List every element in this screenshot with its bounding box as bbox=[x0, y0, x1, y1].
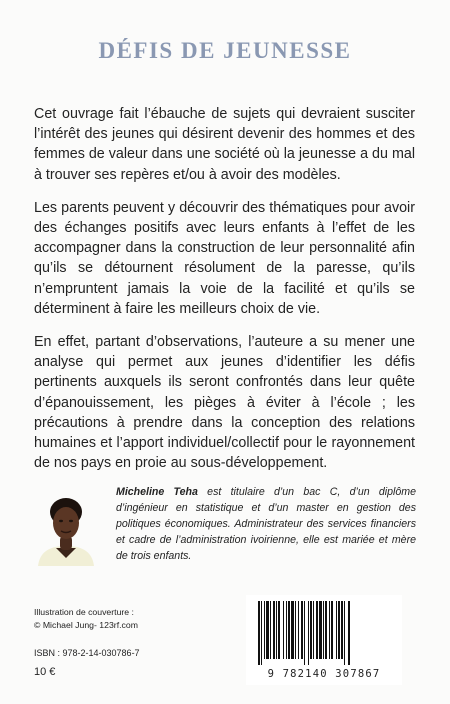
barcode-bar bbox=[276, 601, 277, 659]
barcode-bar bbox=[301, 601, 303, 659]
barcode-bar bbox=[264, 601, 265, 659]
barcode-bar bbox=[286, 601, 287, 659]
credits-source: © Michael Jung- 123rf.com bbox=[34, 619, 138, 630]
cover-credits bbox=[34, 606, 204, 631]
author-bio bbox=[116, 484, 416, 564]
book-title: DÉFIS DE JEUNESSE bbox=[98, 38, 352, 63]
barcode-bar bbox=[316, 601, 318, 659]
barcode-bar bbox=[310, 601, 312, 659]
author-name: Micheline Teha bbox=[116, 486, 198, 498]
barcode-bar bbox=[295, 601, 296, 659]
barcode bbox=[246, 595, 402, 685]
summary-paragraph: Les parents peuvent y découvrir des thématiques pour avoir des échanges positifs avec leurs enfants à l’effet de les accompagner dans la construction de leur personnalité afin qu’ils se détournent résolument de la paresse, qu’ils n’empruntent jamais la voie de la facilité et qu’ils se déterminent à faire les meilleurs choix de vie. bbox=[34, 199, 415, 317]
barcode-bar bbox=[258, 601, 260, 665]
barcode-bar bbox=[313, 601, 314, 659]
barcode-bar bbox=[298, 601, 299, 659]
author-bio-text: est titulaire d’un bac C, d’un diplôme d’ingénieur en statistique et d’un master en gestion des politiques économiques. Administrateur des services financiers et cadre de l’administration ivoirienne, elle est mariée et mère de trois enfants. bbox=[116, 486, 416, 562]
barcode-bar bbox=[348, 601, 350, 665]
barcode-number: 9 782140 307867 bbox=[267, 668, 381, 680]
barcode-bar bbox=[308, 601, 309, 665]
barcode-bar bbox=[344, 601, 345, 665]
barcode-bar bbox=[304, 601, 305, 665]
barcode-bar bbox=[273, 601, 275, 659]
barcode-bar bbox=[323, 601, 324, 659]
barcode-bar bbox=[319, 601, 322, 659]
barcode-bar bbox=[283, 601, 284, 659]
barcode-bar bbox=[329, 601, 330, 659]
price: 10 € bbox=[34, 666, 56, 678]
barcode-bar bbox=[338, 601, 340, 659]
summary-paragraph: En effet, partant d’observations, l’auteure a su mener une analyse qui permet aux jeunes d’identifier les défis pertinents auxquels ils seront confrontés dans leur quête d’épanouissement, les pièges à éviter à l’école ; les précautions à prendre dans la conception des relations humaines et l’apport individuel/collectif pour le rayonnement de nos pays en proie au sous-développement. bbox=[34, 334, 415, 472]
barcode-bar bbox=[291, 601, 294, 659]
barcode-bar bbox=[336, 601, 337, 659]
barcode-bar bbox=[278, 601, 280, 659]
barcode-bar bbox=[331, 601, 333, 659]
back-cover-summary bbox=[34, 104, 415, 486]
credits-label: Illustration de couverture : bbox=[34, 607, 134, 617]
barcode-bar bbox=[266, 601, 269, 659]
isbn: ISBN : 978-2-14-030786-7 bbox=[34, 648, 140, 658]
barcode-bar bbox=[261, 601, 262, 665]
barcode-bar bbox=[270, 601, 271, 659]
summary-paragraph: Cet ouvrage fait l’ébauche de sujets qui devraient susciter l’intérêt des jeunes qui désirent devenir des hommes et des femmes de valeur dans une société où la jeunesse a du mal à trouver ses repères et/ou à avoir des modèles. bbox=[34, 106, 415, 183]
barcode-bar bbox=[325, 601, 327, 659]
barcode-bar bbox=[341, 601, 343, 659]
author-photo bbox=[30, 492, 102, 566]
barcode-bar bbox=[288, 601, 290, 659]
